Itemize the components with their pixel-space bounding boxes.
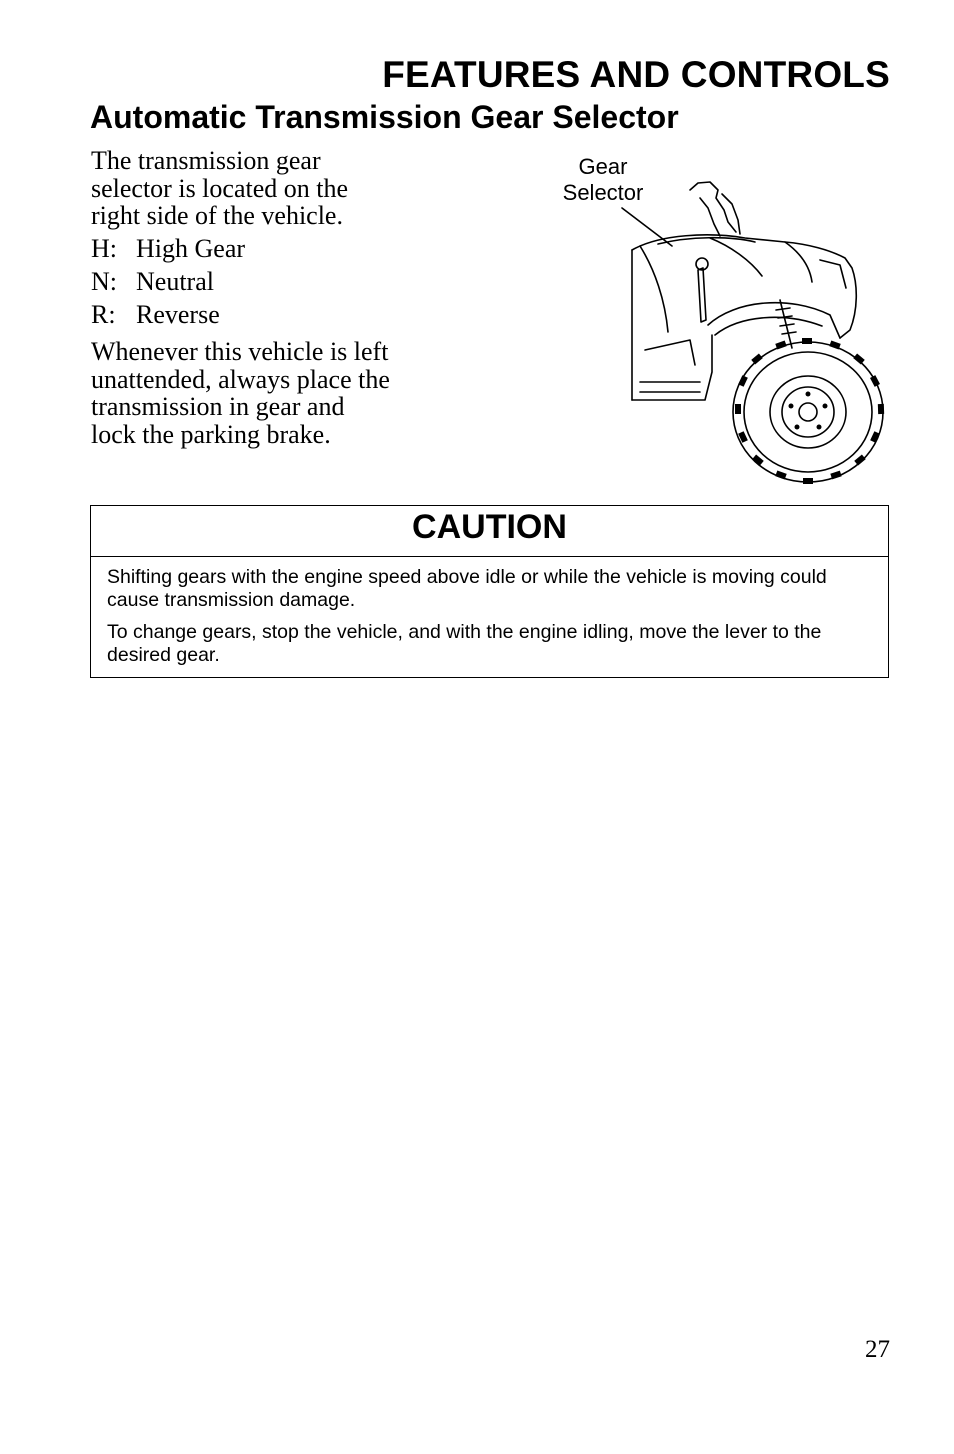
caution-box <box>90 505 889 678</box>
label-line: Gear <box>578 154 628 179</box>
gear-item-neutral <box>91 268 391 296</box>
gear-list <box>91 235 391 329</box>
gear-label: High Gear <box>136 233 246 263</box>
caution-title: CAUTION <box>91 506 888 557</box>
gear-key: H: <box>91 233 117 263</box>
gear-label: Reverse <box>136 299 220 329</box>
caution-paragraph: Shifting gears with the engine speed above idle or while the vehicle is moving could cause transmission damage. <box>107 566 827 611</box>
page-number: 27 <box>865 1336 890 1363</box>
parking-note: Whenever this vehicle is left unattended, always place the transmission in gear and lock the parking brake. <box>91 337 390 449</box>
page-header: FEATURES AND CONTROLS <box>382 54 890 95</box>
gear-selector-label <box>548 154 658 206</box>
gear-item-reverse <box>91 301 391 329</box>
gear-key: N: <box>91 266 117 296</box>
caution-body <box>91 557 888 677</box>
gear-item-high <box>91 235 391 263</box>
intro-paragraph: The transmission gear selector is located on the right side of the vehicle. <box>91 146 349 230</box>
section-title: Automatic Transmission Gear Selector <box>90 99 679 135</box>
atv-figure <box>540 150 890 485</box>
body-text-column <box>91 147 391 448</box>
gear-label: Neutral <box>136 266 214 296</box>
caution-paragraph: To change gears, stop the vehicle, and with the engine idling, move the lever to the desired gear. <box>107 621 822 666</box>
gear-key: R: <box>91 299 116 329</box>
label-line: Selector <box>562 180 644 205</box>
